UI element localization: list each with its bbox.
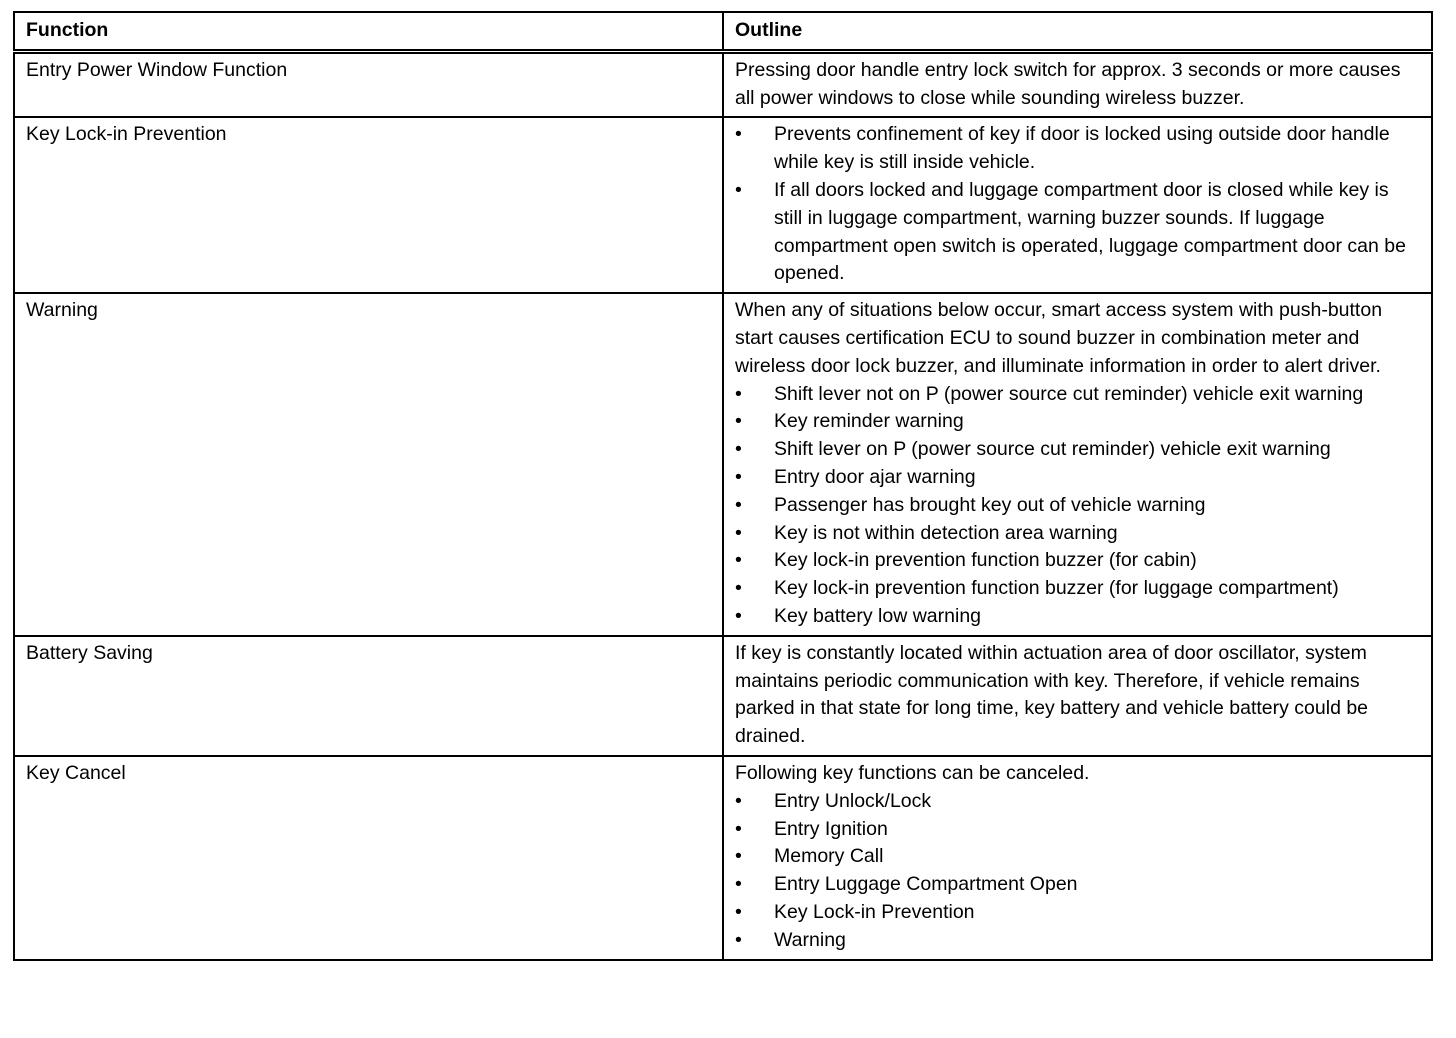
- function-cell: Key Lock-in Prevention: [14, 117, 723, 293]
- bullet-dot-icon: •: [735, 493, 742, 516]
- function-cell: Key Cancel: [14, 756, 723, 960]
- bullet-item: [735, 520, 1421, 548]
- function-cell: Warning: [14, 293, 723, 636]
- bullet-text: Shift lever not on P (power source cut reminder) vehicle exit warning: [774, 382, 1364, 405]
- outline-intro: Following key functions can be canceled.: [735, 761, 1090, 784]
- outline-cell: [723, 117, 1432, 293]
- outline-bullets: [735, 788, 1421, 955]
- header-row: [14, 12, 1432, 51]
- bullet-dot-icon: •: [735, 817, 742, 840]
- outline-bullets: [735, 381, 1421, 631]
- bullet-dot-icon: •: [735, 549, 742, 572]
- bullet-item: [735, 927, 1421, 955]
- bullet-dot-icon: •: [735, 604, 742, 627]
- outline-cell: [723, 51, 1432, 117]
- bullet-dot-icon: •: [735, 900, 742, 923]
- bullet-item: [735, 899, 1421, 927]
- outline-cell: [723, 636, 1432, 756]
- table-row: [14, 51, 1432, 117]
- outline-cell: [723, 293, 1432, 636]
- outline-cell: [723, 756, 1432, 960]
- outline-intro: If key is constantly located within actuation area of door oscillator, system maintains periodic communication with key. Therefore, if vehicle remains parked in that state for long time, key battery and vehicle battery could be drained.: [735, 641, 1369, 748]
- table-row: [14, 636, 1432, 756]
- function-outline-table: [13, 11, 1433, 961]
- bullet-dot-icon: •: [735, 873, 742, 896]
- outline-intro: When any of situations below occur, smart access system with push-button start causes certification ECU to sound buzzer in combination meter and wireless door lock buzzer, and illuminate information in order to alert driver.: [735, 299, 1383, 377]
- table-row: [14, 293, 1432, 636]
- bullet-dot-icon: •: [735, 465, 742, 488]
- bullet-item: [735, 547, 1421, 575]
- bullet-dot-icon: •: [735, 123, 742, 146]
- bullet-item: [735, 436, 1421, 464]
- bullet-dot-icon: •: [735, 410, 742, 433]
- bullet-item: [735, 816, 1421, 844]
- bullet-item: [735, 843, 1421, 871]
- bullet-text: Shift lever on P (power source cut reminder) vehicle exit warning: [774, 438, 1331, 461]
- outline-bullets: [735, 121, 1421, 288]
- bullet-item: [735, 603, 1421, 631]
- bullet-text: Passenger has brought key out of vehicle warning: [774, 493, 1206, 516]
- bullet-text: Key battery low warning: [774, 604, 982, 627]
- bullet-text: Key is not within detection area warning: [774, 521, 1118, 544]
- bullet-text: Memory Call: [774, 845, 884, 868]
- bullet-dot-icon: •: [735, 438, 742, 461]
- header-function: Function: [14, 12, 723, 51]
- bullet-item: [735, 121, 1421, 177]
- bullet-item: [735, 788, 1421, 816]
- bullet-text: Entry Ignition: [774, 817, 888, 840]
- bullet-dot-icon: •: [735, 577, 742, 600]
- bullet-dot-icon: •: [735, 789, 742, 812]
- bullet-item: [735, 177, 1421, 288]
- bullet-text: Entry door ajar warning: [774, 465, 976, 488]
- bullet-text: Prevents confinement of key if door is locked using outside door handle while key is still inside vehicle.: [774, 123, 1390, 174]
- function-cell: Entry Power Window Function: [14, 51, 723, 117]
- bullet-text: Key lock-in prevention function buzzer (for cabin): [774, 549, 1197, 572]
- header-outline: Outline: [723, 12, 1432, 51]
- bullet-item: [735, 492, 1421, 520]
- bullet-item: [735, 464, 1421, 492]
- bullet-dot-icon: •: [735, 521, 742, 544]
- bullet-dot-icon: •: [735, 845, 742, 868]
- bullet-text: Warning: [774, 928, 846, 951]
- table-body: [14, 51, 1432, 959]
- bullet-item: [735, 871, 1421, 899]
- bullet-item: [735, 408, 1421, 436]
- function-cell: Battery Saving: [14, 636, 723, 756]
- bullet-text: Key lock-in prevention function buzzer (for luggage compartment): [774, 577, 1339, 600]
- bullet-dot-icon: •: [735, 382, 742, 405]
- outline-intro: Pressing door handle entry lock switch for approx. 3 seconds or more causes all power windows to close while sounding wireless buzzer.: [735, 58, 1401, 109]
- bullet-text: If all doors locked and luggage compartment door is closed while key is still in luggage compartment, warning buzzer sounds. If luggage compartment open switch is operated, luggage compartment door can be opened.: [774, 178, 1406, 285]
- table-row: [14, 756, 1432, 960]
- bullet-dot-icon: •: [735, 928, 742, 951]
- table-row: [14, 117, 1432, 293]
- bullet-text: Entry Luggage Compartment Open: [774, 873, 1078, 896]
- bullet-text: Key reminder warning: [774, 410, 964, 433]
- bullet-dot-icon: •: [735, 178, 742, 201]
- bullet-text: Key Lock-in Prevention: [774, 900, 975, 923]
- bullet-item: [735, 381, 1421, 409]
- bullet-text: Entry Unlock/Lock: [774, 789, 932, 812]
- bullet-item: [735, 575, 1421, 603]
